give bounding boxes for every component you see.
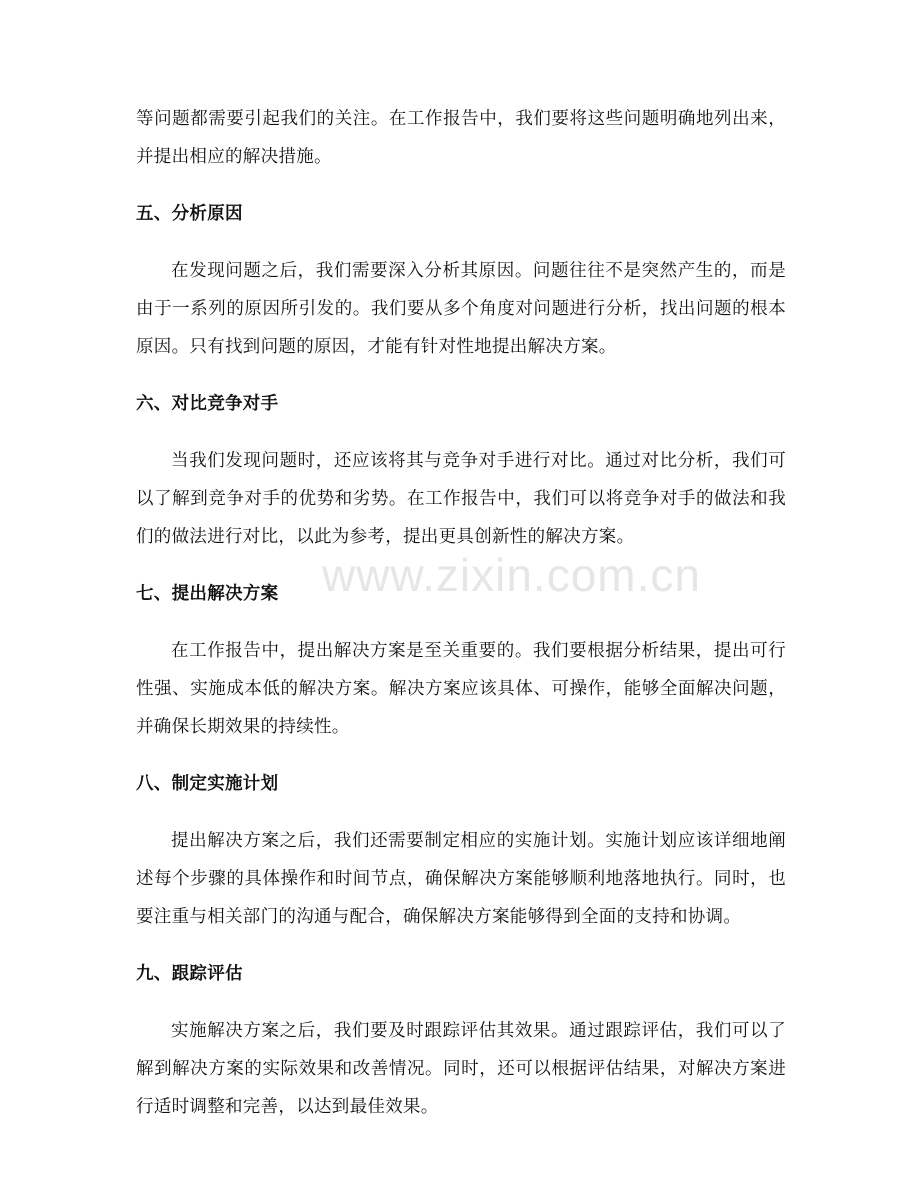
section-paragraph-compare-competitors: 当我们发现问题时，还应该将其与竞争对手进行对比。通过对比分析，我们可以了解到竞争对手的优势和劣势。在工作报告中，我们可以将竞争对手的做法和我们的做法进行对比，以此为参考，提出更具创新性的解决方案。 <box>136 451 786 547</box>
section-heading-propose-solutions: 七、提出解决方案 <box>136 584 279 604</box>
section-heading-implementation-plan: 八、制定实施计划 <box>136 774 279 794</box>
section-paragraph-propose-solutions: 在工作报告中，提出解决方案是至关重要的。我们要根据分析结果，提出可行性强、实施成本低的解决方案。解决方案应该具体、可操作，能够全面解决问题，并确保长期效果的持续性。 <box>136 641 786 737</box>
section-heading-compare-competitors: 六、对比竞争对手 <box>136 394 279 414</box>
section-heading-analyze-causes: 五、分析原因 <box>136 204 243 224</box>
section-paragraph-implementation-plan: 提出解决方案之后，我们还需要制定相应的实施计划。实施计划应该详细地阐述每个步骤的具体操作和时间节点，确保解决方案能够顺利地落地执行。同时，也要注重与相关部门的沟通与配合，确保解决方案能够得到全面的支持和协调。 <box>136 831 786 927</box>
watermark: www.zixin.com.cn <box>322 549 701 601</box>
intro-paragraph: 等问题都需要引起我们的关注。在工作报告中，我们要将这些问题明确地列出来，并提出相应的解决措施。 <box>136 109 786 167</box>
section-heading-tracking-evaluation: 九、跟踪评估 <box>136 964 243 984</box>
section-paragraph-analyze-causes: 在发现问题之后，我们需要深入分析其原因。问题往往不是突然产生的，而是由于一系列的原因所引发的。我们要从多个角度对问题进行分析，找出问题的根本原因。只有找到问题的原因，才能有针对性地提出解决方案。 <box>136 261 786 357</box>
section-paragraph-tracking-evaluation: 实施解决方案之后，我们要及时跟踪评估其效果。通过跟踪评估，我们可以了解到解决方案的实际效果和改善情况。同时，还可以根据评估结果，对解决方案进行适时调整和完善，以达到最佳效果。 <box>136 1021 786 1117</box>
document-body <box>136 100 786 1126</box>
